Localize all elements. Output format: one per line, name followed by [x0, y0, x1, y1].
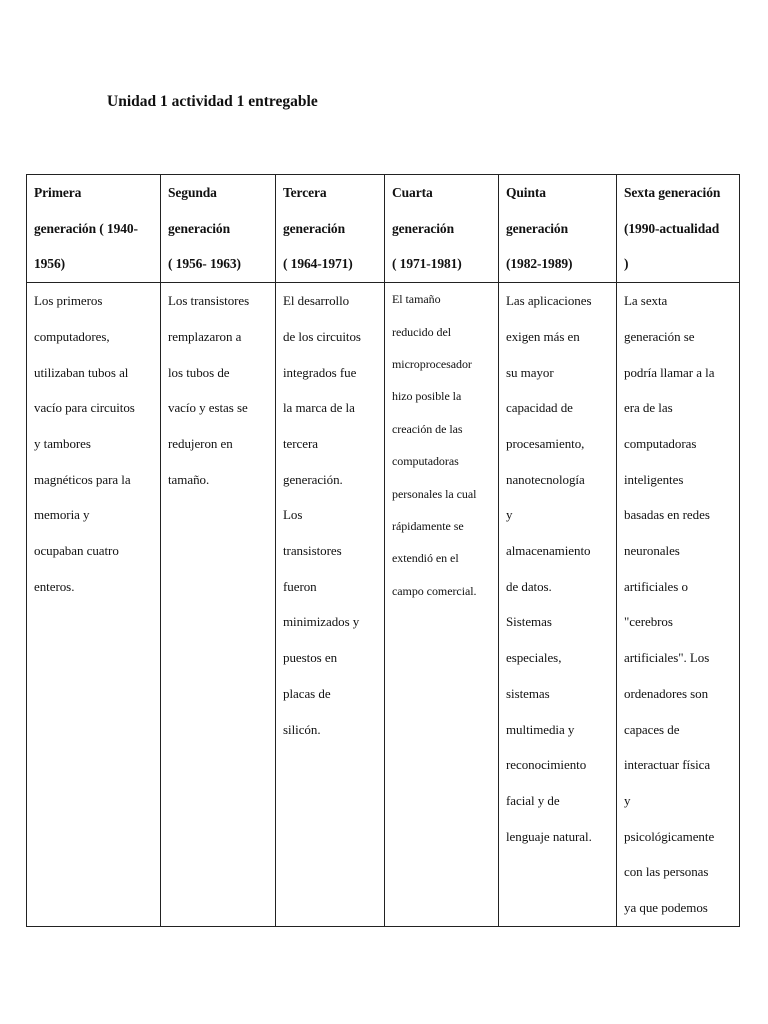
- cell-line: puestos en: [283, 650, 338, 666]
- cell-line: la marca de la: [283, 400, 355, 416]
- cell-line: capacidad de: [506, 400, 573, 416]
- cell-line: placas de: [283, 685, 331, 701]
- cell-line: tamaño.: [168, 471, 210, 487]
- cell-line: vacío para circuitos: [34, 400, 135, 416]
- cell-line: enteros.: [34, 578, 75, 594]
- cell-sixth-generation: [617, 283, 740, 927]
- cell-line: los tubos de: [168, 364, 230, 380]
- cell-line: silicón.: [283, 721, 321, 737]
- table-row: [27, 283, 740, 927]
- cell-line: artificiales". Los: [624, 650, 710, 666]
- cell-line: ordenadores son: [624, 685, 709, 701]
- header-line: generación: [392, 220, 454, 236]
- cell-line: almacenamiento: [506, 543, 591, 559]
- cell-line: era de las: [624, 400, 673, 416]
- header-fifth-generation: [499, 175, 617, 283]
- cell-line: "cerebros: [624, 614, 673, 630]
- cell-line: con las personas: [624, 864, 709, 880]
- header-line: generación: [506, 220, 568, 236]
- cell-line: Los primeros: [34, 293, 103, 309]
- cell-line: redujeron en: [168, 435, 233, 451]
- cell-line: nanotecnología: [506, 471, 585, 487]
- cell-line: inteligentes: [624, 471, 684, 487]
- cell-line: interactuar física: [624, 757, 711, 773]
- cell-line: integrados fue: [283, 364, 357, 380]
- cell-line: tercera: [283, 435, 319, 451]
- header-first-generation: [27, 175, 161, 283]
- header-line: Sexta generación: [624, 185, 721, 200]
- header-second-generation: [161, 175, 276, 283]
- header-line: Quinta: [506, 185, 546, 200]
- cell-line: Las aplicaciones: [506, 293, 592, 309]
- cell-line: de los circuitos: [283, 328, 361, 344]
- cell-line: rápidamente se: [392, 518, 464, 533]
- cell-line: psicológicamente: [624, 828, 715, 844]
- cell-line: memoria y: [34, 507, 90, 523]
- cell-line: capaces de: [624, 721, 680, 737]
- cell-line: Los transistores: [168, 293, 250, 309]
- cell-line: ya que podemos: [624, 900, 708, 916]
- cell-line: hizo posible la: [392, 389, 462, 404]
- cell-line: El tamaño: [392, 292, 441, 307]
- header-line: ( 1956- 1963): [168, 256, 241, 272]
- cell-line: extendió en el: [392, 551, 459, 566]
- header-line: generación ( 1940-: [34, 220, 138, 236]
- cell-line: lenguaje natural.: [506, 828, 592, 844]
- cell-line: computadores,: [34, 328, 110, 344]
- cell-fifth-generation: [499, 283, 617, 927]
- cell-line: ocupaban cuatro: [34, 543, 119, 559]
- header-fourth-generation: [385, 175, 499, 283]
- cell-line: basadas en redes: [624, 507, 710, 523]
- header-line: ): [624, 256, 629, 272]
- cell-line: Los: [283, 507, 303, 523]
- cell-third-generation: [276, 283, 385, 927]
- cell-line: exigen más en: [506, 328, 580, 344]
- header-line: ( 1964-1971): [283, 256, 353, 272]
- cell-line: utilizaban tubos al: [34, 364, 129, 380]
- cell-line: minimizados y: [283, 614, 360, 630]
- header-line: (1990-actualidad: [624, 220, 720, 236]
- cell-line: y tambores: [34, 435, 91, 451]
- header-line: Cuarta: [392, 185, 433, 200]
- header-line: generación: [283, 220, 345, 236]
- header-line: Tercera: [283, 185, 327, 200]
- cell-line: transistores: [283, 543, 342, 559]
- header-line: Primera: [34, 185, 82, 200]
- cell-first-generation: [27, 283, 161, 927]
- cell-line: generación.: [283, 471, 343, 487]
- cell-line: facial y de: [506, 792, 560, 808]
- table-header-row: [27, 175, 740, 283]
- page-title: Unidad 1 actividad 1 entregable: [107, 93, 318, 110]
- header-line: generación: [168, 220, 230, 236]
- cell-line: computadoras: [392, 454, 459, 469]
- cell-line: su mayor: [506, 364, 554, 380]
- cell-line: personales la cual: [392, 486, 477, 501]
- cell-line: creación de las: [392, 421, 463, 436]
- cell-line: El desarrollo: [283, 293, 350, 309]
- cell-line: y: [624, 792, 631, 808]
- header-third-generation: [276, 175, 385, 283]
- cell-line: vacío y estas se: [168, 400, 248, 416]
- header-line: (1982-1989): [506, 256, 573, 272]
- cell-line: reconocimiento: [506, 757, 587, 773]
- cell-line: multimedia y: [506, 721, 575, 737]
- cell-line: sistemas: [506, 685, 550, 701]
- cell-line: neuronales: [624, 543, 680, 559]
- header-line: Segunda: [168, 185, 217, 200]
- cell-line: reducido del: [392, 324, 452, 339]
- cell-line: Sistemas: [506, 614, 552, 630]
- cell-line: artificiales o: [624, 578, 688, 594]
- generations-table: [26, 174, 740, 927]
- cell-line: campo comercial.: [392, 583, 477, 598]
- cell-line: procesamiento,: [506, 435, 585, 451]
- header-line: 1956): [34, 256, 65, 272]
- cell-line: microprocesador: [392, 356, 472, 371]
- cell-second-generation: [161, 283, 276, 927]
- header-sixth-generation: [617, 175, 740, 283]
- cell-fourth-generation: [385, 283, 499, 927]
- cell-line: especiales,: [506, 650, 562, 666]
- cell-line: remplazaron a: [168, 328, 242, 344]
- cell-line: y: [506, 507, 513, 523]
- cell-line: magnéticos para la: [34, 471, 131, 487]
- header-line: ( 1971-1981): [392, 256, 462, 272]
- cell-line: de datos.: [506, 578, 552, 594]
- cell-line: fueron: [283, 578, 317, 594]
- cell-line: podría llamar a la: [624, 364, 715, 380]
- cell-line: generación se: [624, 328, 695, 344]
- cell-line: La sexta: [624, 293, 668, 309]
- cell-line: computadoras: [624, 435, 697, 451]
